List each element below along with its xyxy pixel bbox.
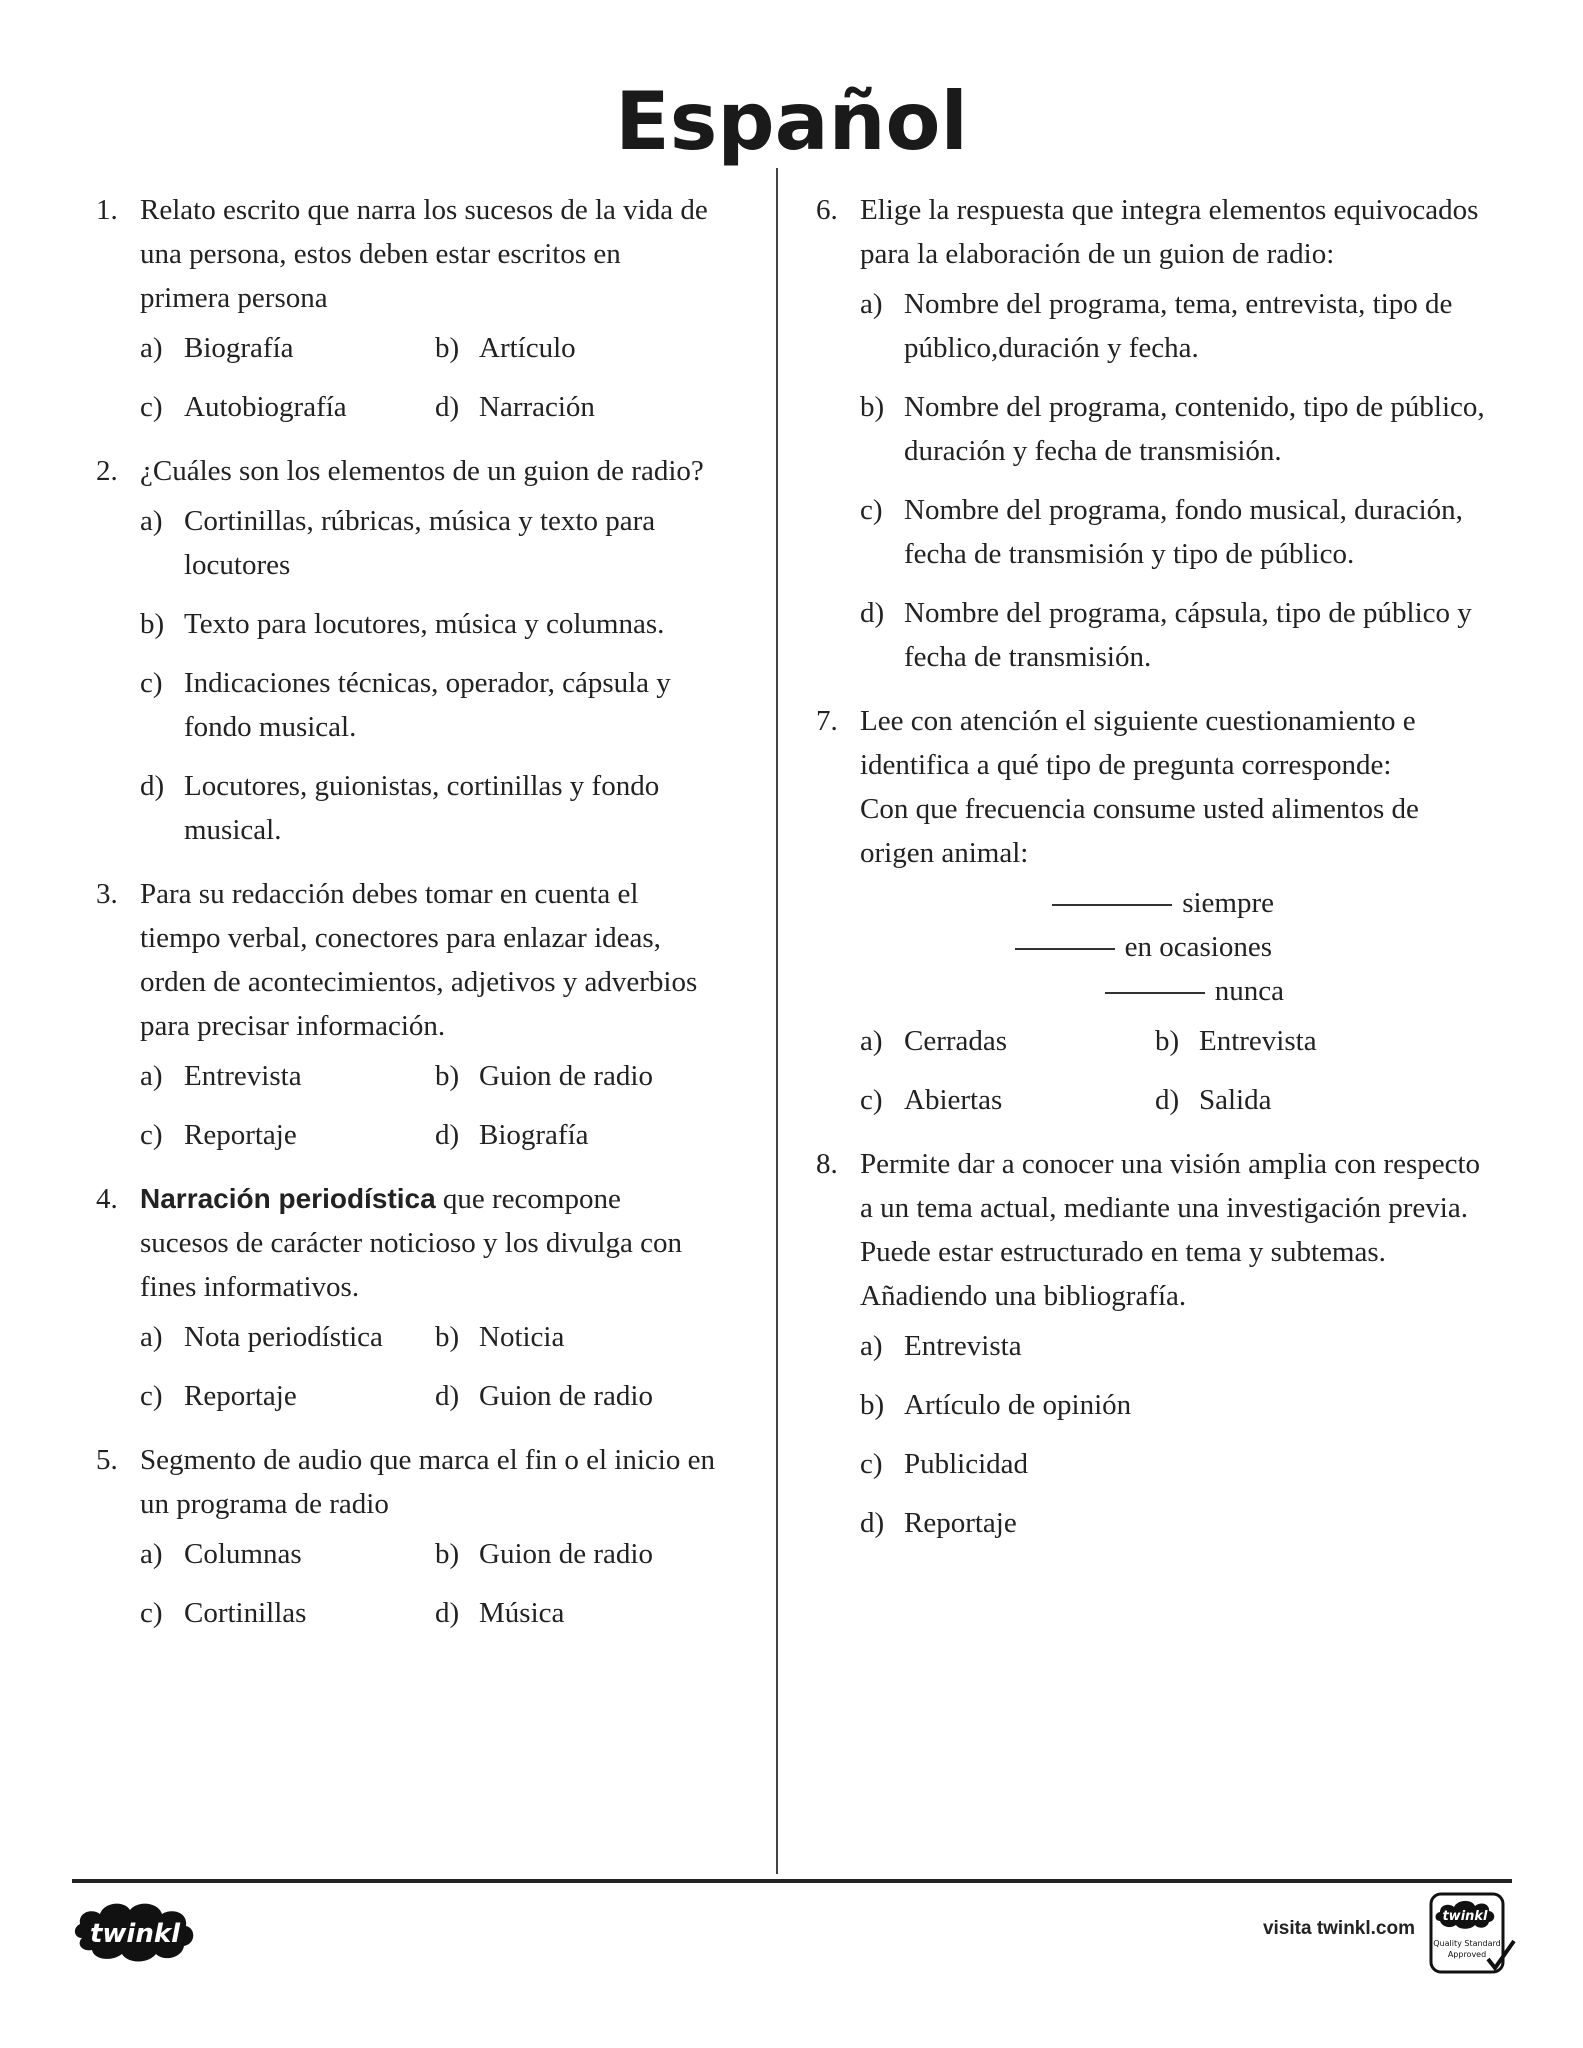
option-letter: b) xyxy=(140,608,165,640)
option-letter: b) xyxy=(860,391,885,423)
question-number: 2. xyxy=(96,455,118,487)
question-prompt: Con que frecuencia consume usted alimentos de origen animal: xyxy=(860,793,1419,869)
option-text: Reportaje xyxy=(904,1507,1017,1539)
question-number: 4. xyxy=(96,1183,118,1215)
option-letter: b) xyxy=(435,1321,460,1353)
option-text: Narración xyxy=(479,391,595,423)
left-column xyxy=(96,188,716,1655)
answer-option[interactable] xyxy=(435,385,735,429)
option-text: Nombre del programa, fondo musical, duración, fecha de transmisión y tipo de público. xyxy=(904,494,1463,570)
answer-option[interactable] xyxy=(140,764,716,852)
twinkl-logo[interactable] xyxy=(72,1898,198,1966)
visit-link[interactable]: visita twinkl.com xyxy=(1262,1918,1415,1939)
question-text: ¿Cuáles son los elementos de un guion de radio? xyxy=(140,455,704,487)
answer-option[interactable] xyxy=(140,499,716,587)
option-letter: d) xyxy=(140,770,165,802)
option-text: Salida xyxy=(1199,1084,1272,1116)
logo-text: twinkl xyxy=(89,1919,181,1949)
answer-option[interactable] xyxy=(860,1324,1496,1368)
option-letter: c) xyxy=(140,1597,163,1629)
footer-divider xyxy=(72,1879,1512,1883)
survey-row xyxy=(860,925,1496,969)
answer-option[interactable] xyxy=(860,1019,1155,1063)
answer-option[interactable] xyxy=(140,326,435,370)
option-letter: c) xyxy=(140,667,163,699)
option-text: Entrevista xyxy=(904,1330,1022,1362)
answer-options xyxy=(140,499,716,852)
option-text: Indicaciones técnicas, operador, cápsula y fondo musical. xyxy=(184,667,671,743)
option-text: Nombre del programa, cápsula, tipo de público y fecha de transmisión. xyxy=(904,597,1472,673)
answer-option[interactable] xyxy=(1155,1019,1455,1063)
option-text: Reportaje xyxy=(184,1380,297,1412)
option-letter: c) xyxy=(140,391,163,423)
option-text: Artículo xyxy=(479,332,576,364)
option-letter: a) xyxy=(860,1330,883,1362)
answer-blank[interactable] xyxy=(1015,948,1115,950)
answer-options xyxy=(140,1054,716,1157)
option-text: Columnas xyxy=(184,1538,302,1570)
answer-options xyxy=(140,326,716,429)
answer-option[interactable] xyxy=(140,1054,435,1098)
column-divider xyxy=(776,168,778,1874)
answer-option[interactable] xyxy=(1155,1078,1455,1122)
option-letter: b) xyxy=(435,1538,460,1570)
option-letter: c) xyxy=(860,494,883,526)
option-letter: c) xyxy=(860,1448,883,1480)
question-item xyxy=(96,872,716,1157)
option-text: Nombre del programa, contenido, tipo de público, duración y fecha de transmisión. xyxy=(904,391,1485,467)
question-item xyxy=(96,188,716,429)
option-letter: c) xyxy=(140,1119,163,1151)
option-letter: d) xyxy=(435,1119,460,1151)
question-number: 3. xyxy=(96,878,118,910)
question-item xyxy=(96,449,716,852)
option-letter: a) xyxy=(140,332,163,364)
answer-option[interactable] xyxy=(860,385,1496,473)
option-text: Autobiografía xyxy=(184,391,347,423)
answer-option[interactable] xyxy=(140,1113,435,1157)
option-letter: d) xyxy=(1155,1084,1180,1116)
right-column xyxy=(816,188,1496,1565)
answer-option[interactable] xyxy=(435,1532,735,1576)
option-letter: a) xyxy=(860,288,883,320)
answer-option[interactable] xyxy=(140,602,716,646)
option-letter: d) xyxy=(435,1597,460,1629)
option-letter: b) xyxy=(435,1060,460,1092)
answer-option[interactable] xyxy=(140,661,716,749)
question-text: Elige la respuesta que integra elementos equivocados para la elaboración de un guion de radio: xyxy=(860,194,1479,270)
option-text: Abiertas xyxy=(904,1084,1003,1116)
option-letter: c) xyxy=(140,1380,163,1412)
option-letter: a) xyxy=(140,505,163,537)
question-text xyxy=(140,1177,716,1309)
answer-option[interactable] xyxy=(860,488,1496,576)
question-text: Para su redacción debes tomar en cuenta el tiempo verbal, conectores para enlazar ideas, orden de acontecimientos, adjetivos y adverbios para precisar información. xyxy=(140,878,698,1042)
badge-line2: Approved xyxy=(1447,1950,1487,1959)
answer-option[interactable] xyxy=(435,326,735,370)
answer-options xyxy=(860,282,1496,679)
answer-option[interactable] xyxy=(860,1442,1496,1486)
answer-option[interactable] xyxy=(140,385,435,429)
question-number: 5. xyxy=(96,1444,118,1476)
option-letter: d) xyxy=(860,1507,885,1539)
option-text: Noticia xyxy=(479,1321,565,1353)
answer-option[interactable] xyxy=(435,1315,735,1359)
answer-option[interactable] xyxy=(860,1078,1155,1122)
question-item xyxy=(816,1142,1496,1545)
option-text: Guion de radio xyxy=(479,1060,653,1092)
option-text: Cortinillas xyxy=(184,1597,307,1629)
option-text: Cortinillas, rúbricas, música y texto para locutores xyxy=(184,505,656,581)
answer-option[interactable] xyxy=(140,1591,435,1635)
option-text: Cerradas xyxy=(904,1025,1008,1057)
question-item xyxy=(96,1177,716,1418)
survey-label: siempre xyxy=(1182,887,1274,919)
answer-options xyxy=(140,1315,716,1418)
option-text: Guion de radio xyxy=(479,1538,653,1570)
question-text-rest: que recompone sucesos de carácter noticioso y los divulga con fines informativos. xyxy=(140,1183,682,1303)
answer-option[interactable] xyxy=(860,591,1496,679)
option-text: Nombre del programa, tema, entrevista, tipo de público,duración y fecha. xyxy=(904,288,1453,364)
answer-blank[interactable] xyxy=(1052,904,1172,906)
option-text: Texto para locutores, música y columnas. xyxy=(184,608,665,640)
question-text: Lee con atención el siguiente cuestionamiento e identifica a qué tipo de pregunta corresponde: xyxy=(860,705,1416,781)
answer-option[interactable] xyxy=(435,1113,735,1157)
survey-scale xyxy=(860,881,1496,1013)
question-item xyxy=(816,188,1496,679)
answer-option[interactable] xyxy=(435,1591,735,1635)
answer-options xyxy=(860,1019,1496,1122)
question-number: 6. xyxy=(816,194,838,226)
survey-row xyxy=(860,881,1496,925)
option-text: Música xyxy=(479,1597,565,1629)
option-text: Nota periodística xyxy=(184,1321,383,1353)
answer-option[interactable] xyxy=(140,1374,435,1418)
question-text: Permite dar a conocer una visión amplia con respecto a un tema actual, mediante una investigación previa. Puede estar estructurado en tema y subtemas. Añadiendo una bibliografía. xyxy=(860,1148,1481,1312)
option-text: Artículo de opinión xyxy=(904,1389,1132,1421)
answer-option[interactable] xyxy=(140,1532,435,1576)
answer-option[interactable] xyxy=(860,1383,1496,1427)
option-letter: a) xyxy=(860,1025,883,1057)
option-letter: d) xyxy=(435,391,460,423)
answer-options xyxy=(140,1532,716,1635)
option-text: Reportaje xyxy=(184,1119,297,1151)
question-item xyxy=(816,699,1496,1122)
survey-row xyxy=(860,969,1496,1013)
question-number: 1. xyxy=(96,194,118,226)
answer-option[interactable] xyxy=(860,282,1496,370)
option-letter: b) xyxy=(435,332,460,364)
question-text: Relato escrito que narra los sucesos de la vida de una persona, estos deben estar escritos en primera persona xyxy=(140,194,708,314)
answer-option[interactable] xyxy=(140,1315,435,1359)
option-text: Locutores, guionistas, cortinillas y fondo musical. xyxy=(184,770,660,846)
option-text: Entrevista xyxy=(1199,1025,1317,1057)
page-title: Español xyxy=(615,75,968,168)
option-letter: d) xyxy=(435,1380,460,1412)
question-text: Segmento de audio que marca el fin o el inicio en un programa de radio xyxy=(140,1444,715,1520)
badge-line1: Quality Standard xyxy=(1433,1939,1501,1948)
option-letter: b) xyxy=(860,1389,885,1421)
option-letter: c) xyxy=(860,1084,883,1116)
answer-options xyxy=(860,1324,1496,1545)
answer-option[interactable] xyxy=(435,1374,735,1418)
option-letter: a) xyxy=(140,1321,163,1353)
question-item xyxy=(96,1438,716,1635)
survey-label: en ocasiones xyxy=(1124,931,1272,963)
option-letter: a) xyxy=(140,1060,163,1092)
option-letter: b) xyxy=(1155,1025,1180,1057)
survey-label: nunca xyxy=(1214,975,1284,1007)
quality-badge xyxy=(1428,1891,1518,1977)
question-number: 8. xyxy=(816,1148,838,1180)
option-letter: d) xyxy=(860,597,885,629)
option-text: Publicidad xyxy=(904,1448,1029,1480)
question-text-bold: Narración periodística xyxy=(140,1183,436,1214)
answer-blank[interactable] xyxy=(1105,992,1205,994)
answer-option[interactable] xyxy=(435,1054,735,1098)
option-letter: a) xyxy=(140,1538,163,1570)
question-number: 7. xyxy=(816,705,838,737)
option-text: Entrevista xyxy=(184,1060,302,1092)
option-text: Biografía xyxy=(184,332,294,364)
answer-option[interactable] xyxy=(860,1501,1496,1545)
option-text: Guion de radio xyxy=(479,1380,653,1412)
badge-logo-text: twinkl xyxy=(1442,1909,1488,1924)
option-text: Biografía xyxy=(479,1119,589,1151)
